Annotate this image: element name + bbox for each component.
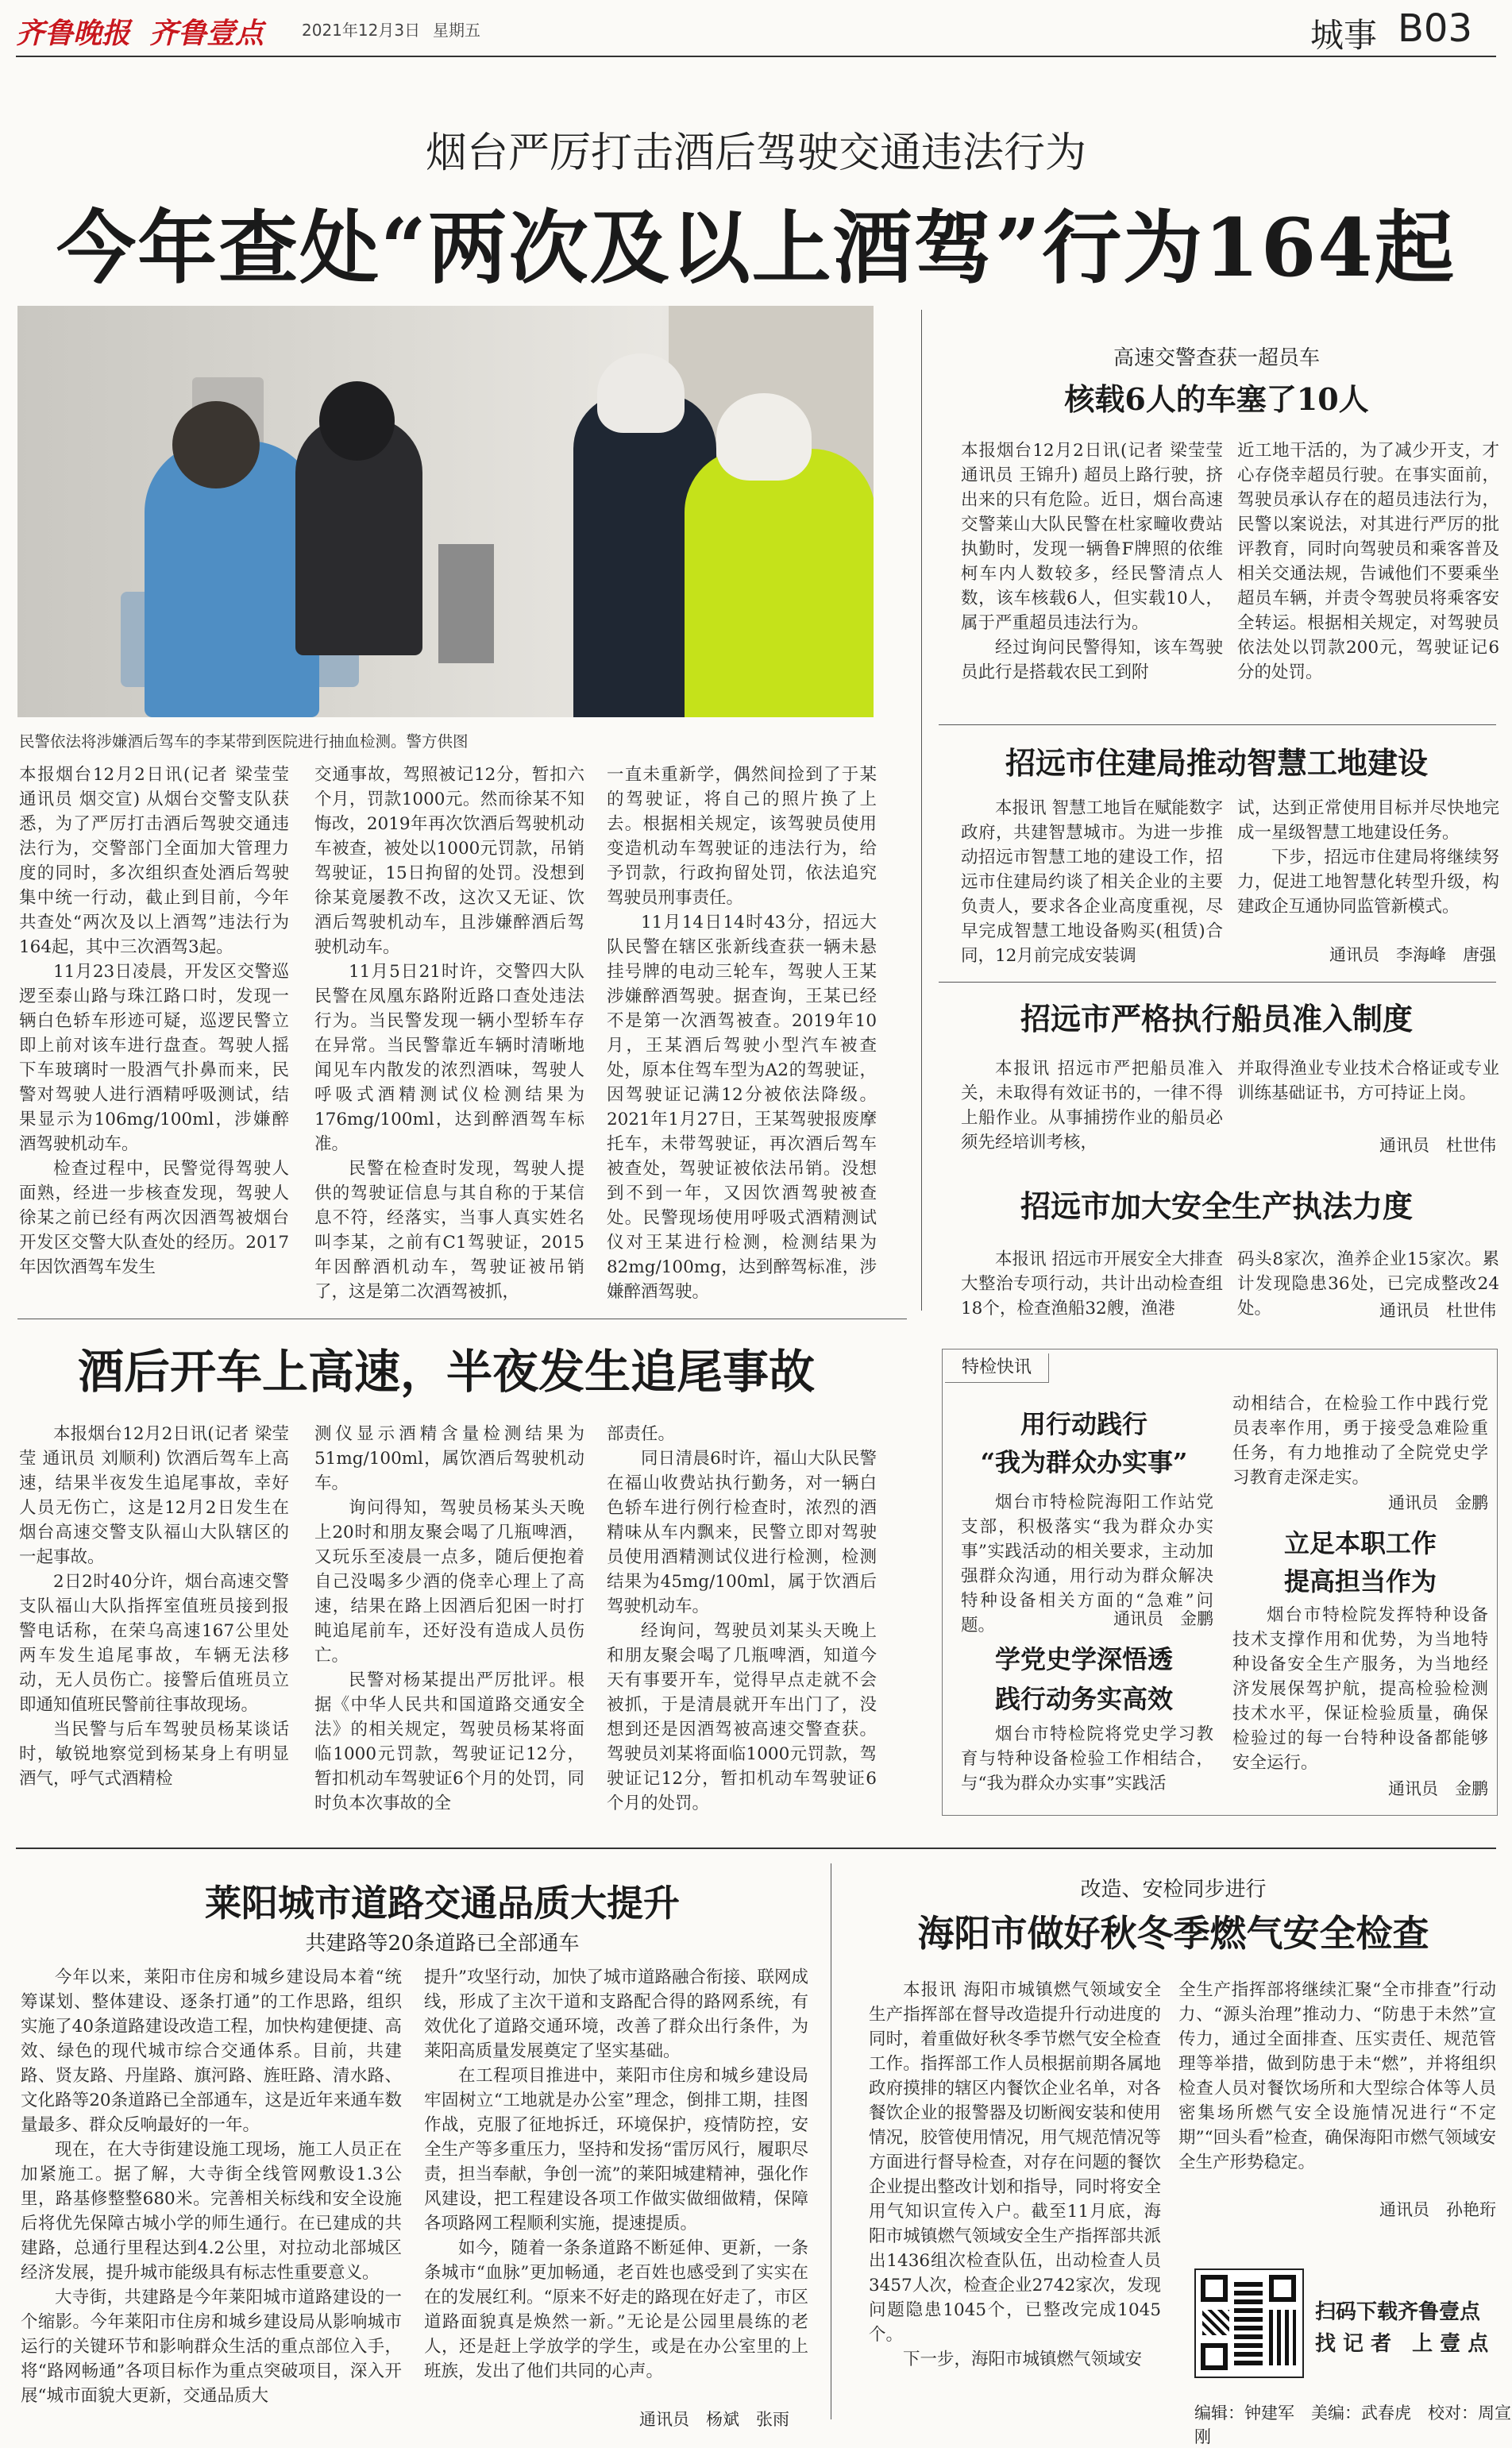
main-story-col3 — [607, 763, 877, 1304]
dui-headline: 酒后开车上高速，半夜发生追尾事故 — [77, 1345, 815, 1399]
zhaoyuan1-col1 — [961, 796, 1223, 968]
zhaoyuan1-credit: 通讯员 李海峰 唐强 — [1329, 945, 1496, 964]
zhaoyuan2-credit: 通讯员 杜世伟 — [1379, 1136, 1496, 1155]
bottom-section-rule — [16, 1848, 1496, 1849]
paragraph: 并取得渔业专业技术合格证或专业训练基础证书，方可持证上岗。 — [1237, 1059, 1499, 1103]
paragraph: 一直未重新学，偶然间捡到了于某的驾驶证，将自己的照片换了上去。根据相关规定，该驾驶员使用变造机动车驾驶证的违法行为，给予罚款，行政拘留处罚，依法追究驾驶员刑事责任。 — [607, 765, 877, 908]
zhaoyuan3-headline: 招远市加大安全生产执法力度 — [1020, 1188, 1413, 1224]
paragraph: 全生产指挥部将继续汇聚“全市排查”行动力、“源头治理”推动力、“防患于未然”宣传力，通过全面排查、压实责任、规范管理等举措，做到防患于未“燃”，并将组织检查人员对餐饮场所和大型综合体等人员密集场所燃气安全设施情况进行“不定期”“回头看”检查，确保海阳市燃气领域安全生产形势稳定。 — [1178, 1980, 1496, 2172]
dui-col2 — [314, 1422, 584, 1816]
main-kicker: 烟台严厉打击酒后驾驶交通违法行为 — [425, 129, 1086, 177]
paragraph: 试，达到正常使用目标并尽快地完成一星级智慧工地建设任务。 — [1237, 798, 1499, 843]
paragraph: 部责任。 — [607, 1424, 676, 1444]
special3-pre — [1232, 1392, 1488, 1490]
paragraph: 现在，在大寺街建设施工现场，施工人员正在加紧施工。据了解，大寺街全线管网敷设1.3公里，路基修整整680米。完善相关标线和安全设施后将优先保障古城小学的师生通行。在已建成的共建路，总通行里程达到4.2公里，对拉动北部城区经济发展，提升城市能级具有标志性重要意义。 — [21, 2140, 402, 2283]
haiyang-kicker: 改造、安检同步进行 — [1080, 1878, 1267, 1902]
column-divider — [921, 310, 922, 1311]
photo-caption: 民警依法将涉嫌酒后驾车的李某带到医院进行抽血检测。警方供图 — [19, 732, 469, 751]
special3-credit: 通讯员 金鹏 — [1388, 1779, 1488, 1798]
zhaoyuan1-headline: 招远市住建局推动智慧工地建设 — [1005, 745, 1428, 781]
paragraph: 烟台市特检院海阳工作站党支部，积极落实“我为群众办实事”实践活动的相关要求，主动加强群众沟通，用行动为群众解决特种设备相关方面的“急难”问题。 — [961, 1492, 1213, 1635]
qr-line1: 扫码下载齐鲁壹点 — [1315, 2300, 1481, 2324]
special2-title-line2: 践行动务实高效 — [994, 1684, 1173, 1714]
qr-line2: 找 记 者 上 壹 点 — [1315, 2332, 1489, 2356]
issue-date: 2021年12月3日 — [302, 21, 421, 40]
special1-title-line1: 用行动践行 — [1020, 1409, 1148, 1439]
paragraph: 2日2时40分许，烟台高速交警支队福山大队指挥室值班员接到报警电话称，在荣乌高速167公里处两车发生追尾事故，车辆无法移动，无人员伤亡。接警后值班员立即通知值班民警前往事故现场。 — [19, 1572, 289, 1715]
special1-credit: 通讯员 金鹏 — [1113, 1609, 1213, 1628]
zhaoyuan3-col1 — [961, 1247, 1223, 1321]
zhaoyuan2-col2 — [1237, 1056, 1499, 1106]
paragraph: 本报烟台12月2日讯(记者 梁莹莹 通讯员 王锦升) 超员上路行驶，挤出来的只有危险。近日，烟台高速交警莱山大队民警在杜家疃收费站执勤时，发现一辆鲁F牌照的依维柯车内人数较多，经民警清点人数，该车核载6人，但实载10人，属于严重超员违法行为。 — [961, 441, 1223, 633]
special2-title-line1: 学党史学深悟透 — [994, 1644, 1173, 1674]
paragraph: 交通事故，驾照被记12分，暂扣六个月，罚款1000元。然而徐某不知悔改，2019年再次饮酒后驾驶机动车被查，被处以1000元罚款，吊销驾驶证，15日拘留的处罚。没想到徐某竟屡教不改，这次又无证、饮酒后驾驶机动车，且涉嫌醉酒后驾驶机动车。 — [314, 765, 584, 957]
laiyang-credit: 通讯员 杨斌 张雨 — [639, 2410, 789, 2429]
main-story-col1 — [19, 763, 289, 1280]
laiyang-col2 — [424, 1965, 808, 2384]
haiyang-credit: 通讯员 孙艳珩 — [1379, 2200, 1496, 2219]
paragraph: 烟台市特检院将党史学习教育与特种设备检验工作相结合，与“我为群众办实事”实践活 — [961, 1724, 1213, 1794]
dui-col1 — [19, 1422, 289, 1791]
special3-title-line1: 立足本职工作 — [1283, 1528, 1437, 1558]
paragraph: 大寺街，共建路是今年莱阳城市道路建设的一个缩影。今年莱阳市住房和城乡建设局从影响城市运行的关键环节和影响群众生活的重点部位入手，将“路网畅通”各项目标作为重点突破项目，深入开展“城市面貌大更新，交通品质大 — [21, 2288, 402, 2406]
paragraph: 下一步，海阳市城镇燃气领域安 — [903, 2350, 1143, 2369]
paragraph: 本报讯 招远市严把船员准入关，未取得有效证书的，一律不得上船作业。从事捕捞作业的船员必须先经培训考核， — [961, 1059, 1223, 1153]
paragraph: 当民警与后车驾驶员杨某谈话时，敏锐地察觉到杨某身上有明显酒气，呼气式酒精检 — [19, 1720, 289, 1789]
laiyang-subtitle: 共建路等20条道路已全部通车 — [305, 1932, 580, 1956]
special3-body — [1232, 1603, 1488, 1775]
paragraph: 今年以来，莱阳市住房和城乡建设局本着“统筹谋划、整体建设、逐条打通”的工作思路，组织实施了40条道路建设改造工程，加快构建便捷、高效、绿色的现代城市综合交通体系。目前，共建路、贤友路、丹崖路、旗河路、旌旺路、清水路、文化路等20条道路已全部通车，这是近年来通车数量最多、群众反响最好的一年。 — [21, 1967, 402, 2135]
laiyang-headline: 莱阳城市道路交通品质大提升 — [205, 1882, 680, 1925]
paragraph: 11月5日21时许，交警四大队民警在凤凰东路附近路口查处违法行为。当民警发现一辆小型轿车存在异常。当民警靠近车辆时清晰地闻见车内散发的浓烈酒味，驾驶人呼吸式酒精测试仪检测结果为176mg/100ml，达到醉酒驾车标准。 — [314, 962, 584, 1154]
staff-credits: 编辑：钟建军 美编：武春虎 校对：周宣刚 — [1194, 2404, 1511, 2446]
special2-body — [961, 1722, 1213, 1796]
brand-logo-qlwb: 齐鲁晚报 — [16, 17, 131, 50]
paragraph: 民警对杨某提出严厉批评。根据《中华人民共和国道路交通安全法》的相关规定，驾驶员杨某将面临1000元罚款，驾驶证记12分，暂扣机动车驾驶证6个月的处罚，同时负本次事故的全 — [314, 1670, 584, 1813]
special1-title-line2: “我为群众办实事” — [980, 1447, 1188, 1477]
paragraph: 测仪显示酒精含量检测结果为51mg/100ml，属饮酒后驾驶机动车。 — [314, 1424, 584, 1493]
officer-figure-2-vest — [685, 449, 874, 717]
paragraph: 在工程项目推进中，莱阳市住房和城乡建设局牢固树立“工地就是办公室”理念，倒排工期，挂图作战，克服了征地拆迁，环境保护，疫情防控，安全生产等多重压力，坚持和发扬“雷厉风行，履职尽责，担当奉献，争创一流”的莱阳城建精神，强化作风建设，把工程建设各项工作做实做细做精，保障各项路网工程顺利实施，提速提质。 — [424, 2066, 808, 2234]
paragraph: 本报讯 招远市开展安全大排查大整治专项行动，共计出动检查组18个，检查渔船32艘，渔港 — [961, 1249, 1223, 1319]
brand-logo-qlyd: 齐鲁壹点 — [149, 17, 264, 50]
paragraph: 同日清晨6时许，福山大队民警在福山收费站执行勤务，对一辆白色轿车进行例行检查时，浓烈的酒精味从车内飘来，民警立即对驾驶员使用酒精测试仪进行检测，检测结果为45mg/100ml，属于饮酒后驾驶机动车。 — [607, 1449, 877, 1616]
highway-col1 — [961, 438, 1223, 685]
paragraph: 检查过程中，民警觉得驾驶人面熟，经进一步核查发现，驾驶人徐某之前已经有两次因酒驾被烟台开发区交警大队查处的经历。2017年因饮酒驾车发生 — [19, 1159, 289, 1277]
paragraph: 烟台市特检院发挥特种设备技术支撑作用和优势，为当地特种设备安全生产服务，为当地经济发展保驾护航，提高检验检测技术水平，保证检验质量，确保检验过的每一台特种设备都能够安全运行。 — [1232, 1605, 1488, 1773]
paragraph: 下步，招远市住建局将继续努力，促进工地智慧化转型升级，构建政企互通协同监管新模式。 — [1237, 848, 1499, 917]
paragraph: 本报讯 智慧工地旨在赋能数字政府，共建智慧城市。为进一步推动招远市智慧工地的建设工作，招远市住建局约谈了相关企业的主要负责人，要求各企业高度重视，尽早完成智慧工地设备购买(租赁)合同，12月前完成安装调 — [961, 798, 1223, 966]
paragraph: 经询问，驾驶员刘某头天晚上和朋友聚会喝了几瓶啤酒，知道今天有事要开车，觉得早点走就不会被抓，于是清晨就开车出门了，没想到还是因酒驾被高速交警查获。驾驶员刘某将面临1000元罚款，驾驶证记12分，暂扣机动车驾驶证6个月的处罚。 — [607, 1621, 877, 1813]
page-number: B03 — [1398, 6, 1473, 51]
paragraph: 11月23日凌晨，开发区交警巡逻至泰山路与珠江路口时，发现一辆白色轿车形迹可疑，巡逻民警立即上前对该车进行盘查。驾驶人摇下车玻璃时一股酒气扑鼻而来，民警对驾驶人进行酒精呼吸测试，结果显示为106mg/100ml，涉嫌醉酒驾驶机动车。 — [19, 962, 289, 1154]
zhaoyuan1-col2 — [1237, 796, 1499, 919]
laiyang-col1 — [21, 1965, 402, 2408]
dui-col3 — [607, 1422, 877, 1816]
special3-pre-credit: 通讯员 金鹏 — [1388, 1493, 1488, 1512]
section-rule — [939, 724, 1496, 725]
zhaoyuan2-headline: 招远市严格执行船员准入制度 — [1020, 1001, 1413, 1037]
paragraph: 本报烟台12月2日讯(记者 梁莹莹 通讯员 刘顺利) 饮酒后驾车上高速，结果半夜发生追尾事故，幸好人员无伤亡，这是12月2日发生在烟台高速交警支队福山大队辖区的一起事故。 — [19, 1424, 289, 1567]
highway-col2 — [1237, 438, 1499, 685]
paragraph: 本报烟台12月2日讯(记者 梁莹莹 通讯员 烟交宣) 从烟台交警支队获悉，为了严厉打击酒后驾驶交通违法行为，交警部门全面加大管理力度的同时，多次组织查处酒后驾驶集中统一行动，截止到目前，今年共查处“两次及以上酒驾”违法行为164起，其中三次酒驾3起。 — [19, 765, 289, 957]
haiyang-col1 — [869, 1978, 1161, 2372]
haiyang-col2 — [1178, 1978, 1496, 2175]
paragraph: 民警在检查时发现，驾驶人提供的驾驶证信息与其自称的于某信息不符，经落实，当事人真实姓名叫李某，之前有C1驾驶证，2015年因醉酒机动车，驾驶证被吊销了，这是第二次酒驾被抓， — [314, 1159, 584, 1302]
zhaoyuan3-credit: 通讯员 杜世伟 — [1379, 1301, 1496, 1320]
paragraph: 11月14日14时43分，招远大队民警在辖区张新线查获一辆未悬挂号牌的电动三轮车，驾驶人王某涉嫌醉酒驾驶。据查询，王某已经不是第一次酒驾被查。2019年10月，王某酒后驾驶小型汽车被查处，原本住驾车型为A2的驾驶证，因驾驶证记满12分被依法降级。2021年1月27日，王某驾驶报废摩托车，未带驾驶证，再次酒后驾车被查处，驾驶证被依法吊销。没想到不到一年，又因饮酒驾驶被查处。民警现场使用呼吸式酒精测试仪对王某进行检测，检测结果为82mg/100mg，达到醉驾标准，涉嫌醉酒驾驶。 — [607, 913, 877, 1302]
section-name: 城事 — [1310, 16, 1378, 55]
main-headline: 今年查处“两次及以上酒驾”行为164起 — [56, 201, 1456, 295]
qr-code — [1194, 2268, 1304, 2378]
news-photo — [17, 306, 874, 717]
highway-headline: 核载6人的车塞了10人 — [1064, 381, 1369, 417]
main-story-col2 — [314, 763, 584, 1304]
issue-weekday: 星期五 — [433, 21, 480, 40]
paragraph: 动相结合，在检验工作中践行党员表率作用，勇于接受急难险重任务，有力地推动了全院党史学习教育走深走实。 — [1232, 1394, 1488, 1488]
haiyang-headline: 海阳市做好秋冬季燃气安全检查 — [917, 1912, 1429, 1955]
special3-title-line2: 提高担当作为 — [1283, 1566, 1437, 1597]
paragraph: 码头8家次，渔养企业15家次。累计发现隐患36处，已完成整改24处。 — [1237, 1249, 1499, 1319]
paragraph: 提升”攻坚行动，加快了城市道路融合衔接、联网成线，形成了主次干道和支路配合得的路网系统，有效优化了道路交通环境，改善了群众出行条件，为莱阳高质量发展奠定了坚实基础。 — [424, 1967, 808, 2061]
paragraph: 近工地干活的，为了减少开支，才心存侥幸超员行驶。在事实面前，驾驶员承认存在的超员违法行为，民警以案说法，对其进行严厉的批评教育，同时向驾驶员和乘客普及相关交通法规，告诫他们不要乘坐超员车辆，并责令驾驶员将乘客安全转运。根据相关规定，对驾驶员依法处以罚款200元，驾驶证记6分的处罚。 — [1237, 441, 1499, 682]
highway-kicker: 高速交警查获一超员车 — [1113, 346, 1320, 370]
paragraph: 如今，随着一条条道路不断延伸、更新，一条条城市“血脉”更加畅通，老百姓也感受到了实实在在的发展红利。“原来不好走的路现在好走了，市区道路面貌真是焕然一新。”无论是公园里晨练的老人，还是赶上学放学的学生，或是在办公室里的上班族，发出了他们共同的心声。 — [424, 2238, 808, 2381]
zhaoyuan2-col1 — [961, 1056, 1223, 1155]
paragraph: 询问得知，驾驶员杨某头天晚上20时和朋友聚会喝了几瓶啤酒，又玩乐至凌晨一点多，随后便抱着自己没喝多少酒的侥幸心理上了高速，结果在路上因酒后犯困一时打盹追尾前车，还好没有造成人员伤亡。 — [314, 1498, 584, 1666]
masthead-rule — [16, 56, 1496, 57]
paragraph: 本报讯 海阳市城镇燃气领域安全生产指挥部在督导改造提升行动进度的同时，着重做好秋冬季节燃气安全检查工作。指挥部工作人员根据前期各属地政府摸排的辖区内餐饮企业名单，对各餐饮企业的报警器及切断阀安装和使用情况，胶管使用情况，用气规范情况等方面进行督导检查，对存在问题的餐饮企业提出整改计划和指导，同时将安全用气知识宣传入户。截至11月底，海阳市城镇燃气领域安全生产指挥部共派出1436组次检查队伍，出动检查人员3457人次，检查企业2742家次，发现问题隐患1045个，已整改完成1045个。 — [869, 1980, 1161, 2345]
special-tag: 特检快讯 — [945, 1353, 1049, 1383]
paragraph: 经过询问民警得知，该车驾驶员此行是搭载农民工到附 — [961, 638, 1223, 682]
stool — [438, 544, 494, 663]
